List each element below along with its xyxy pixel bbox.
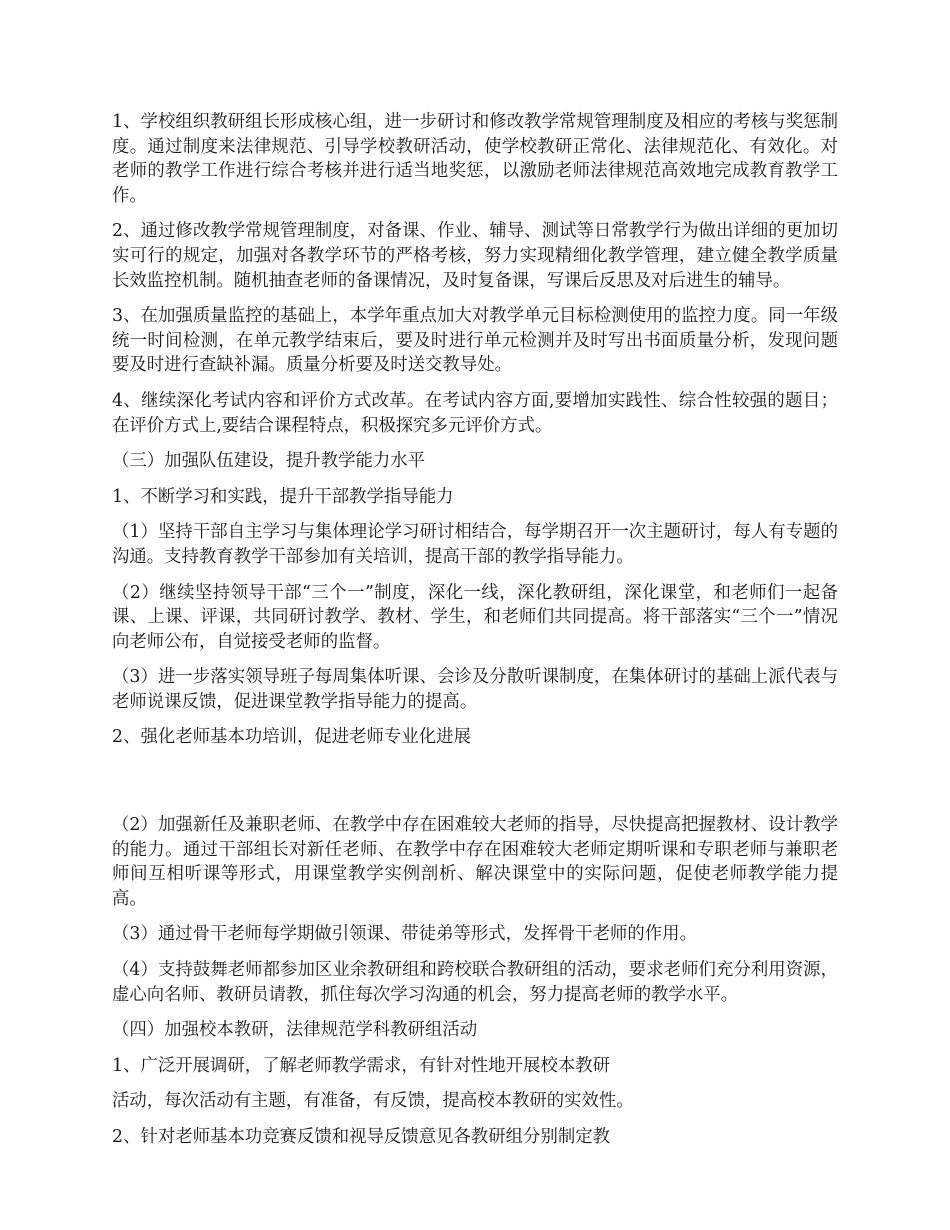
subheading: 2、强化老师基本功培训，促进老师专业化进展 [112, 727, 471, 748]
subheading: 1、不断学习和实践，提升干部教学指导能力 [112, 486, 454, 507]
paragraph: （4）支持鼓舞老师都参加区业余教研组和跨校联合教研组的活动，要求老师们充分利用资源，虚心向名师、教研员请教，抓住每次学习沟通的机会，努力提高老师的教学水平。 [112, 960, 838, 1005]
section-heading: （三）加强队伍建设，提升教学能力水平 [112, 451, 426, 472]
paragraph: 1、广泛开展调研，了解老师教学需求，有针对性地开展校本教研 [112, 1055, 611, 1076]
paragraph: （3）进一步落实领导班子每周集体听课、会诊及分散听课制度，在集体研讨的基础上派代表与老师说课反馈，促进课堂教学指导能力的提高。 [112, 667, 838, 712]
paragraph: 2、针对老师基本功竞赛反馈和视导反馈意见各教研组分别制定教 [112, 1127, 611, 1147]
paragraph: 3、在加强质量监控的基础上，本学年重点加大对教学单元目标检测使用的监控力度。同一年级统一时间检测，在单元教学结束后，要及时进行单元检测并及时写出书面质量分析，发现问题要及时进行查缺补漏。质量分析要及时送交教导处。 [112, 306, 838, 376]
paragraph: （2）继续坚持领导干部“三个一”制度，深化一线，深化教研组，深化课堂，和老师们一起备课、上课、评课，共同研讨教学、教材、学生，和老师们共同提高。将干部落实“三个一”情况向老师公布，自觉接受老师的监督。 [112, 582, 838, 652]
paragraph: 2、通过修改教学常规管理制度，对备课、作业、辅导、测试等日常教学行为做出详细的更加切实可行的规定，加强对各教学环节的严格考核，努力实现精细化教学管理，建立健全教学质量长效监控机制。随机抽查老师的备课情况，及时复备课，写课后反思及对后进生的辅导。 [112, 221, 838, 291]
paragraph: （1）坚持干部自主学习与集体理论学习研讨相结合，每学期召开一次主题研讨，每人有专题的沟通。支持教育教学干部参加有关培训，提高干部的教学指导能力。 [112, 522, 838, 567]
paragraph: （2）加强新任及兼职老师、在教学中存在困难较大老师的指导，尽快提高把握教材、设计教学的能力。通过干部组长对新任老师、在教学中存在困难较大老师定期听课和专职老师与兼职老师间互相听课等形式，用课堂教学实例剖析、解决课堂中的实际问题，促使老师教学能力提高。 [112, 815, 838, 909]
paragraph: 4、继续深化考试内容和评价方式改革。在考试内容方面,要增加实践性、综合性较强的题目；在评价方式上,要结合课程特点，积极探究多元评价方式。 [112, 390, 838, 436]
blank-gap [112, 761, 838, 813]
paragraph: 1、学校组织教研组长形成核心组，进一步研讨和修改教学常规管理制度及相应的考核与奖惩制度。通过制度来法律规范、引导学校教研活动，使学校教研正常化、法律规范化、有效化。对老师的教学工作进行综合考核并进行适当地奖惩，以激励老师法律规范高效地完成教育教学工作。 [112, 112, 838, 206]
section-heading: （四）加强校本教研，法律规范学科教研组活动 [112, 1020, 478, 1041]
paragraph: 活动，每次活动有主题，有准备，有反馈，提高校本教研的实效性。 [112, 1091, 634, 1112]
paragraph: （3）通过骨干老师每学期做引领课、带徒弟等形式，发挥骨干老师的作用。 [112, 924, 697, 945]
